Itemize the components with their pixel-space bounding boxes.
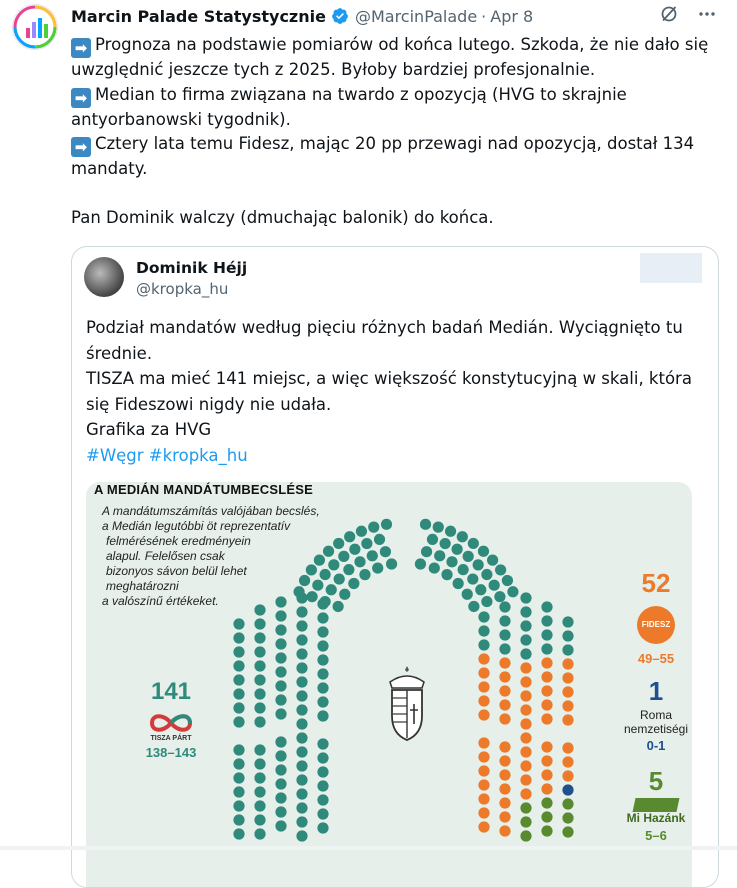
seat-dot [317, 822, 328, 833]
seat-dot [541, 811, 552, 822]
seat-dot [275, 624, 286, 635]
seat-dot [499, 741, 510, 752]
seat-dot [520, 746, 531, 757]
seat-dot [296, 746, 307, 757]
seat-dot [275, 820, 286, 831]
seat-dot [499, 643, 510, 654]
seat-dot [440, 538, 451, 549]
seat-dot [463, 551, 474, 562]
seat-dot [233, 702, 244, 713]
tweet-paragraph: ➡ Cztery lata temu Fidesz, mając 20 pp przewagi nad opozycją, dostał 134 mandaty. [71, 134, 695, 178]
seat-dot [520, 648, 531, 659]
author-name[interactable]: Marcin Palade Statystycznie [71, 6, 326, 26]
seat-dot [233, 660, 244, 671]
seat-dot [502, 575, 513, 586]
seat-dot [233, 674, 244, 685]
seat-dot [499, 671, 510, 682]
seat-dot [453, 578, 464, 589]
seat-dot [481, 596, 492, 607]
seat-dot [254, 800, 265, 811]
seat-dot [254, 772, 265, 783]
seat-dot [275, 764, 286, 775]
quoted-header-placeholder [640, 253, 702, 283]
seat-dot [499, 685, 510, 696]
seat-dot [233, 618, 244, 629]
seat-dot [541, 797, 552, 808]
seat-dot [254, 618, 265, 629]
seat-dot [487, 555, 498, 566]
seat-dot [328, 559, 339, 570]
seat-dot [381, 519, 392, 530]
seat-dot [317, 612, 328, 623]
verified-badge-icon[interactable] [331, 7, 349, 25]
seat-dot [478, 737, 489, 748]
seat-dot [562, 742, 573, 753]
seat-dot [368, 522, 379, 533]
seat-dot [296, 774, 307, 785]
mi-hazank-label: Mi Hazánk [626, 811, 686, 825]
seat-dot [296, 634, 307, 645]
seat-dot [333, 601, 344, 612]
tweet-paragraph: ➡ Prognoza na podstawie pomiarów od końca lutego. Szkoda, że nie dało się uwzględnić jeszcze tych z 2025. Byłoby bardziej profesjonalnie. [71, 35, 709, 79]
seat-dot [541, 685, 552, 696]
seat-dot [348, 578, 359, 589]
seat-dot [478, 625, 489, 636]
seat-dot [317, 710, 328, 721]
seat-dot [254, 660, 265, 671]
seat-dot [478, 821, 489, 832]
seat-dot [468, 538, 479, 549]
seat-dot [478, 667, 489, 678]
divider [0, 846, 737, 850]
seat-dot [296, 620, 307, 631]
seat-dot [317, 738, 328, 749]
seat-dot [296, 816, 307, 827]
arrow-right-emoji-icon: ➡ [71, 88, 91, 108]
seat-dot [541, 755, 552, 766]
seat-dot [473, 559, 484, 570]
infographic-title: A MEDIÁN MANDÁTUMBECSLÉSE [94, 482, 314, 497]
tweet-date[interactable]: Apr 8 [490, 6, 534, 26]
seat-dot [520, 690, 531, 701]
quoted-author-name[interactable]: Dominik Héjj [136, 259, 248, 277]
seat-dot [499, 825, 510, 836]
mi-hazank-range: 5–6 [645, 828, 667, 843]
quoted-hashtags[interactable]: #Węgr #kropka_hu [86, 445, 248, 465]
seat-dot [562, 630, 573, 641]
seat-dot [541, 713, 552, 724]
quoted-line: TISZA ma mieć 141 miejsc, a więc większość konstytucyjną w skali, która się Fideszowi nigdy nie udała. [86, 369, 692, 414]
seat-dot [254, 646, 265, 657]
seat-dot [233, 786, 244, 797]
seat-dot [233, 772, 244, 783]
seat-dot [520, 676, 531, 687]
seat-dot [386, 558, 397, 569]
seat-dot [233, 632, 244, 643]
seat-dot [541, 783, 552, 794]
avatar-logo-icon [12, 4, 58, 50]
seat-dot [367, 550, 378, 561]
seat-dot [541, 741, 552, 752]
seat-dot [320, 569, 331, 580]
seat-dot [499, 783, 510, 794]
tisza-label: TISZA PÁRT [150, 735, 192, 742]
seat-dot [562, 644, 573, 655]
seat-dot [275, 694, 286, 705]
infographic-image[interactable] [86, 482, 692, 888]
seat-dot [541, 671, 552, 682]
seat-dot [520, 732, 531, 743]
seat-dot [296, 718, 307, 729]
seat-dot [326, 584, 337, 595]
seat-dot [323, 546, 334, 557]
seat-dot [333, 538, 344, 549]
seat-dot [356, 526, 367, 537]
fidesz-logo: FIDESZ [637, 606, 675, 644]
seat-dot [317, 696, 328, 707]
seat-dot [254, 828, 265, 839]
seat-dot [296, 662, 307, 673]
seat-dot [495, 564, 506, 575]
seat-dot [317, 598, 328, 609]
seat-dot [541, 601, 552, 612]
seat-dot [233, 758, 244, 769]
grok-icon[interactable] [659, 4, 679, 24]
seat-dot [374, 534, 385, 545]
seat-dot [254, 744, 265, 755]
seat-dot [541, 825, 552, 836]
quoted-author-handle[interactable]: @kropka_hu [136, 280, 229, 298]
seat-dot [317, 766, 328, 777]
seat-dot [520, 606, 531, 617]
seat-dot [275, 750, 286, 761]
arrow-right-emoji-icon: ➡ [71, 38, 91, 58]
seat-dot [520, 830, 531, 841]
seat-dot [478, 793, 489, 804]
seat-dot [499, 769, 510, 780]
seat-dot [520, 788, 531, 799]
seat-dot [457, 531, 468, 542]
seat-dot [275, 708, 286, 719]
tisza-range: 138–143 [145, 745, 197, 760]
seat-dot [478, 751, 489, 762]
seat-dot [317, 780, 328, 791]
seat-dot [296, 606, 307, 617]
seat-dot [541, 769, 552, 780]
seat-dot [296, 788, 307, 799]
seat-dot [499, 657, 510, 668]
quoted-tweet[interactable] [71, 246, 719, 888]
seat-dot [275, 652, 286, 663]
seat-dot [317, 654, 328, 665]
seat-dot [275, 806, 286, 817]
seat-dot [520, 760, 531, 771]
seat-dot [520, 620, 531, 631]
seat-dot [499, 601, 510, 612]
arrow-right-emoji-icon: ➡ [71, 137, 91, 157]
seat-dot [254, 758, 265, 769]
seat-dot [478, 681, 489, 692]
seat-dot [462, 589, 473, 600]
seat-dot [254, 632, 265, 643]
seat-dot [562, 756, 573, 767]
seat-dot [467, 573, 478, 584]
seat-dot [520, 774, 531, 785]
seat-dot [317, 682, 328, 693]
seat-dot [420, 519, 431, 530]
seat-dot [541, 699, 552, 710]
seat-dot [233, 716, 244, 727]
mi-hazank-flag-icon [633, 798, 680, 812]
seat-dot [434, 550, 445, 561]
seat-dot [338, 551, 349, 562]
roma-seat-count: 1 [648, 676, 664, 706]
more-icon[interactable] [697, 4, 717, 24]
tweet-paragraph: ➡ Median to firma związana na twardo z opozycją (HVG to skrajnie antyorbanowski tygodnik). [71, 84, 627, 129]
seat-dot [562, 700, 573, 711]
seat-dot [445, 526, 456, 537]
seat-dot [296, 704, 307, 715]
seat-dot [478, 807, 489, 818]
seat-dot [296, 830, 307, 841]
seat-dot [339, 589, 350, 600]
seat-dot [317, 794, 328, 805]
seat-dot [499, 713, 510, 724]
seat-dot [562, 826, 573, 837]
mi-hazank-seat-count: 5 [648, 766, 664, 796]
seat-dot [372, 562, 383, 573]
seat-dot [275, 736, 286, 747]
seat-dot [306, 591, 317, 602]
quoted-avatar[interactable] [84, 257, 124, 297]
tisza-seat-count: 141 [150, 678, 192, 705]
hungarian-coat-of-arms-icon [384, 664, 430, 744]
seat-dot [317, 668, 328, 679]
seat-dot [380, 546, 391, 557]
seat-dot [275, 792, 286, 803]
seat-dot [520, 704, 531, 715]
author-handle[interactable]: @MarcinPalade [354, 6, 478, 26]
seat-dot [275, 778, 286, 789]
tweet-header [71, 4, 717, 28]
seat-dot [421, 546, 432, 557]
seat-dot [354, 556, 365, 567]
seat-dot [520, 634, 531, 645]
infographic-note: A mandátumszámítás valójában becslés, a Medián legutóbbi öt reprezentatív felmérésének eredményein alapul. Felelősen csak bizonyos sávon belül lehet meghatározni a valószínű értékeket. [102, 504, 320, 608]
seat-dot [499, 629, 510, 640]
seat-dot [541, 657, 552, 668]
seat-dot [312, 580, 323, 591]
seat-dot [481, 569, 492, 580]
seat-dot [233, 646, 244, 657]
seat-dot [478, 779, 489, 790]
seat-dot [562, 770, 573, 781]
quoted-text [86, 315, 706, 468]
seat-dot [344, 531, 355, 542]
seat-dot [494, 591, 505, 602]
seat-dot [275, 638, 286, 649]
seat-dot [361, 538, 372, 549]
seat-dot [233, 800, 244, 811]
seat-dot [520, 592, 531, 603]
seat-dot [478, 653, 489, 664]
seat-dot [296, 676, 307, 687]
seat-dot [254, 688, 265, 699]
seat-dot [254, 786, 265, 797]
seat-dot [489, 580, 500, 591]
seat-dot [520, 816, 531, 827]
tisza-logo-icon [146, 712, 196, 734]
seat-dot [254, 702, 265, 713]
seat-dot [562, 812, 573, 823]
seat-dot [254, 604, 265, 615]
seat-dot [499, 811, 510, 822]
seat-dot [296, 760, 307, 771]
fidesz-seat-count: 52 [641, 568, 671, 598]
tweet-closing: Pan Dominik walczy (dmuchając balonik) do końca. [71, 207, 494, 227]
seat-dot [359, 569, 370, 580]
seat-dot [296, 648, 307, 659]
seat-dot [478, 639, 489, 650]
seat-dot [306, 564, 317, 575]
seat-dot [296, 802, 307, 813]
seat-dot [343, 564, 354, 575]
seat-dot [254, 814, 265, 825]
seat-dot [562, 784, 573, 795]
seat-dot [458, 564, 469, 575]
seat-dot [478, 546, 489, 557]
seat-dot [562, 616, 573, 627]
fidesz-range: 49–55 [637, 651, 675, 666]
seat-dot [562, 672, 573, 683]
roma-label: Roma nemzetiségi [623, 708, 689, 736]
seat-dot [317, 626, 328, 637]
seat-dot [317, 640, 328, 651]
quoted-line: Grafika za HVG [86, 420, 212, 439]
roma-range: 0-1 [646, 738, 666, 753]
seat-dot [478, 709, 489, 720]
seat-dot [475, 584, 486, 595]
seat-dot [507, 586, 518, 597]
seat-dot [478, 765, 489, 776]
seat-dot [478, 611, 489, 622]
seat-dot [562, 714, 573, 725]
seat-dot [349, 544, 360, 555]
seat-dot [296, 732, 307, 743]
seat-dot [499, 615, 510, 626]
seat-dot [499, 699, 510, 710]
header-actions [659, 4, 717, 24]
seat-dot [299, 575, 310, 586]
seat-dot [233, 814, 244, 825]
seat-dot [254, 716, 265, 727]
seat-dot [233, 828, 244, 839]
seat-dot [275, 610, 286, 621]
seat-dot [275, 680, 286, 691]
seat-dot [541, 643, 552, 654]
seat-dot [296, 690, 307, 701]
seat-dot [478, 695, 489, 706]
seat-dot [334, 573, 345, 584]
seat-dot [468, 601, 479, 612]
seat-dot [427, 534, 438, 545]
seat-dot [317, 808, 328, 819]
seat-dot [441, 569, 452, 580]
seat-dot [275, 666, 286, 677]
seat-dot [233, 744, 244, 755]
seat-dot [452, 544, 463, 555]
header-separator: · [481, 6, 487, 26]
seat-dot [275, 596, 286, 607]
seat-dot [520, 662, 531, 673]
seat-dot [499, 755, 510, 766]
seat-dot [296, 592, 307, 603]
seat-dot [520, 718, 531, 729]
seat-dot [520, 802, 531, 813]
seat-dot [541, 629, 552, 640]
seat-dot [562, 686, 573, 697]
seat-dot [429, 562, 440, 573]
seat-dot [254, 674, 265, 685]
seat-dot [415, 558, 426, 569]
seat-dot [562, 658, 573, 669]
seat-dot [314, 555, 325, 566]
seat-dot [433, 522, 444, 533]
seat-dot [541, 615, 552, 626]
seat-dot [317, 752, 328, 763]
seat-dot [446, 556, 457, 567]
seat-dot [499, 797, 510, 808]
author-avatar[interactable] [12, 4, 58, 50]
tweet-text [71, 33, 726, 230]
seat-dot [562, 798, 573, 809]
quoted-line: Podział mandatów według pięciu różnych badań Medián. Wyciągnięto tu średnie. [86, 318, 683, 363]
seat-dot [233, 688, 244, 699]
